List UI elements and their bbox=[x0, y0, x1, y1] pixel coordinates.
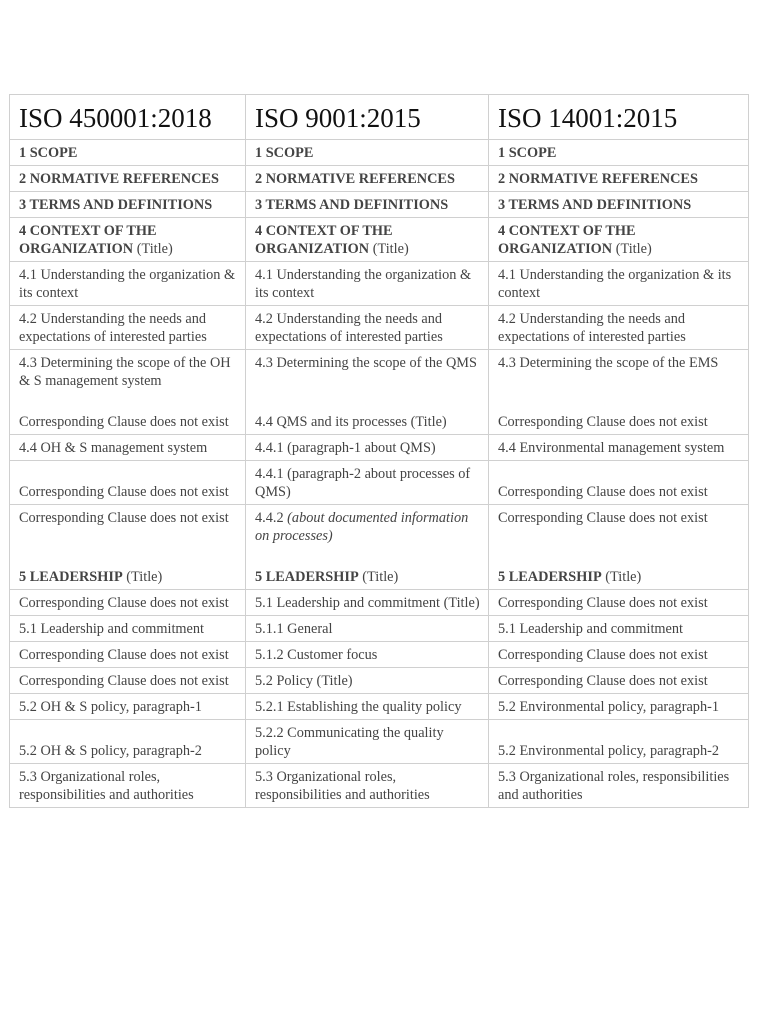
clause-text: 5.2 OH & S policy, paragraph-1 bbox=[19, 699, 202, 715]
clause-note: (Title) bbox=[369, 241, 409, 257]
cell-iso-14001 bbox=[489, 166, 749, 192]
clause-heading: 3 TERMS AND DEFINITIONS bbox=[255, 197, 449, 213]
cell-iso-9001 bbox=[246, 505, 489, 590]
clause-note: (Title) bbox=[358, 569, 399, 585]
cell-iso-45001 bbox=[10, 694, 246, 720]
cell-iso-45001 bbox=[10, 262, 246, 306]
clause-5-3-row bbox=[10, 764, 749, 808]
clause-text: 4.2 Understanding the needs and expectations of interested parties bbox=[498, 311, 686, 345]
header-row bbox=[10, 95, 749, 140]
cell-iso-45001 bbox=[10, 505, 246, 590]
clause-text: 4.4 OH & S management system bbox=[19, 440, 208, 456]
cell-iso-45001 bbox=[10, 668, 246, 694]
cell-iso-14001 bbox=[489, 262, 749, 306]
clause-text: 4.3 Determining the scope of the EMS bbox=[498, 355, 719, 371]
clause-heading: 3 TERMS AND DEFINITIONS bbox=[19, 197, 213, 213]
cell-iso-45001 bbox=[10, 140, 246, 166]
clause-4-3-row bbox=[10, 350, 749, 435]
clause-text: 5.1 Leadership and commitment bbox=[19, 621, 205, 637]
clause-text: 5.3 Organizational roles, responsibilities and authorities bbox=[255, 769, 430, 803]
cell-iso-9001 bbox=[246, 262, 489, 306]
clause-heading: 2 NORMATIVE REFERENCES bbox=[19, 171, 219, 187]
cell-iso-45001 bbox=[10, 642, 246, 668]
clause-note: (Title) bbox=[601, 569, 642, 585]
cell-iso-9001 bbox=[246, 764, 489, 808]
cell-iso-9001 bbox=[246, 461, 489, 505]
clause-text: Corresponding Clause does not exist bbox=[19, 595, 229, 611]
clause-text: 5.1.2 Customer focus bbox=[255, 647, 378, 663]
clause-text: 4.2 Understanding the needs and expectations of interested parties bbox=[19, 311, 207, 345]
clause-heading: 4 CONTEXT OF THE ORGANIZATION bbox=[498, 223, 636, 257]
clause-heading: 2 NORMATIVE REFERENCES bbox=[498, 171, 698, 187]
clause-text: 5.2 Environmental policy, paragraph-1 bbox=[498, 699, 720, 715]
clause-italic-note: (about documented information on processes) bbox=[255, 510, 469, 544]
cell-iso-14001 bbox=[489, 218, 749, 262]
clause-5-2-1-row bbox=[10, 694, 749, 720]
clause-text: 4.4 Environmental management system bbox=[498, 440, 725, 456]
clause-text: 5.2 OH & S policy, paragraph-2 bbox=[19, 743, 202, 759]
clause-4-1-row bbox=[10, 262, 749, 306]
clause-text: Corresponding Clause does not exist bbox=[498, 484, 708, 500]
cell-iso-14001 bbox=[489, 668, 749, 694]
clause-heading: 2 NORMATIVE REFERENCES bbox=[255, 171, 455, 187]
clause-4-4-1-p2-row bbox=[10, 461, 749, 505]
clause-text: Corresponding Clause does not exist bbox=[498, 414, 708, 430]
cell-iso-45001 bbox=[10, 764, 246, 808]
cell-iso-14001 bbox=[489, 616, 749, 642]
cell-iso-45001 bbox=[10, 218, 246, 262]
clause-heading: 5 LEADERSHIP bbox=[255, 569, 359, 585]
cell-iso-9001 bbox=[246, 694, 489, 720]
clause-text: 5.2 Policy (Title) bbox=[255, 673, 353, 689]
clause-text: Corresponding Clause does not exist bbox=[19, 414, 229, 430]
cell-iso-14001 bbox=[489, 192, 749, 218]
cell-iso-14001 bbox=[489, 350, 749, 435]
cell-iso-45001 bbox=[10, 350, 246, 435]
cell-iso-45001 bbox=[10, 166, 246, 192]
cell-iso-9001 bbox=[246, 140, 489, 166]
clause-5-1-row bbox=[10, 616, 749, 642]
cell-iso-14001 bbox=[489, 694, 749, 720]
cell-iso-9001 bbox=[246, 720, 489, 764]
cell-iso-9001 bbox=[246, 306, 489, 350]
comparison-table bbox=[9, 94, 749, 808]
clause-text: 5.1 Leadership and commitment bbox=[498, 621, 684, 637]
clause-text: 5.3 Organizational roles, responsibilities and authorities bbox=[19, 769, 194, 803]
clause-4-4-row bbox=[10, 435, 749, 461]
clause-4-4-2-leadership-row bbox=[10, 505, 749, 590]
clause-heading: 3 TERMS AND DEFINITIONS bbox=[498, 197, 692, 213]
normative-references-row bbox=[10, 166, 749, 192]
cell-iso-9001 bbox=[246, 435, 489, 461]
cell-iso-14001 bbox=[489, 461, 749, 505]
cell-iso-9001 bbox=[246, 590, 489, 616]
clause-note: (Title) bbox=[133, 241, 173, 257]
clause-text: 5.1.1 General bbox=[255, 621, 333, 637]
clause-note: (Title) bbox=[122, 569, 163, 585]
clause-text: 4.4.1 (paragraph-2 about processes of QMS) bbox=[255, 466, 471, 500]
cell-iso-14001 bbox=[489, 642, 749, 668]
clause-text: Corresponding Clause does not exist bbox=[19, 673, 229, 689]
context-organization-row bbox=[10, 218, 749, 262]
clause-heading: 4 CONTEXT OF THE ORGANIZATION bbox=[19, 223, 157, 257]
clause-text: 4.1 Understanding the organization & its context bbox=[19, 267, 236, 301]
clause-heading: 1 SCOPE bbox=[255, 145, 314, 161]
header-iso-45001: ISO 450001:2018 bbox=[10, 95, 246, 140]
cell-iso-9001 bbox=[246, 192, 489, 218]
clause-text: 4.4.1 (paragraph-1 about QMS) bbox=[255, 440, 436, 456]
clause-text: Corresponding Clause does not exist bbox=[498, 673, 708, 689]
cell-iso-45001 bbox=[10, 435, 246, 461]
cell-iso-45001 bbox=[10, 461, 246, 505]
clause-5-1-2-row bbox=[10, 642, 749, 668]
clause-text: 5.2.1 Establishing the quality policy bbox=[255, 699, 462, 715]
cell-iso-14001 bbox=[489, 505, 749, 590]
clause-text: 5.3 Organizational roles, responsibilities and authorities bbox=[498, 769, 730, 803]
cell-iso-9001 bbox=[246, 668, 489, 694]
clause-5-2-2-row bbox=[10, 720, 749, 764]
cell-iso-9001 bbox=[246, 218, 489, 262]
clause-text: Corresponding Clause does not exist bbox=[19, 484, 229, 500]
clause-text: 4.1 Understanding the organization & its context bbox=[498, 267, 732, 301]
cell-iso-9001 bbox=[246, 642, 489, 668]
clause-text: 5.1 Leadership and commitment (Title) bbox=[255, 595, 480, 611]
clause-number: 4.4.2 bbox=[255, 510, 288, 526]
cell-iso-45001 bbox=[10, 306, 246, 350]
clause-heading: 1 SCOPE bbox=[19, 145, 78, 161]
clause-text: 4.3 Determining the scope of the OH & S management system bbox=[19, 355, 231, 389]
cell-iso-45001 bbox=[10, 192, 246, 218]
clause-note: (Title) bbox=[612, 241, 652, 257]
cell-iso-14001 bbox=[489, 435, 749, 461]
clause-4-2-row bbox=[10, 306, 749, 350]
cell-iso-9001 bbox=[246, 616, 489, 642]
cell-iso-14001 bbox=[489, 140, 749, 166]
clause-text: Corresponding Clause does not exist bbox=[19, 647, 229, 663]
header-iso-9001: ISO 9001:2015 bbox=[246, 95, 489, 140]
cell-iso-9001 bbox=[246, 350, 489, 435]
clause-heading: 4 CONTEXT OF THE ORGANIZATION bbox=[255, 223, 393, 257]
cell-iso-9001 bbox=[246, 166, 489, 192]
clause-text: Corresponding Clause does not exist bbox=[498, 510, 708, 526]
clause-text: 4.2 Understanding the needs and expectations of interested parties bbox=[255, 311, 443, 345]
cell-iso-14001 bbox=[489, 764, 749, 808]
header-iso-14001: ISO 14001:2015 bbox=[489, 95, 749, 140]
terms-definitions-row bbox=[10, 192, 749, 218]
clause-text: 4.3 Determining the scope of the QMS bbox=[255, 355, 477, 371]
clause-heading: 5 LEADERSHIP bbox=[19, 569, 123, 585]
clause-5-1-title-row bbox=[10, 590, 749, 616]
clause-text: 5.2.2 Communicating the quality policy bbox=[255, 725, 444, 759]
cell-iso-14001 bbox=[489, 720, 749, 764]
clause-text: 4.1 Understanding the organization & its context bbox=[255, 267, 472, 301]
clause-text: Corresponding Clause does not exist bbox=[498, 647, 708, 663]
cell-iso-45001 bbox=[10, 616, 246, 642]
clause-text: 4.4 QMS and its processes (Title) bbox=[255, 414, 447, 430]
scope-row bbox=[10, 140, 749, 166]
clause-text: 5.2 Environmental policy, paragraph-2 bbox=[498, 743, 720, 759]
clause-heading: 1 SCOPE bbox=[498, 145, 557, 161]
iso-clause-comparison bbox=[9, 94, 748, 808]
clause-text: Corresponding Clause does not exist bbox=[498, 595, 708, 611]
cell-iso-14001 bbox=[489, 306, 749, 350]
clause-text: Corresponding Clause does not exist bbox=[19, 510, 229, 526]
clause-5-2-title-row bbox=[10, 668, 749, 694]
cell-iso-14001 bbox=[489, 590, 749, 616]
cell-iso-45001 bbox=[10, 720, 246, 764]
clause-heading: 5 LEADERSHIP bbox=[498, 569, 602, 585]
cell-iso-45001 bbox=[10, 590, 246, 616]
